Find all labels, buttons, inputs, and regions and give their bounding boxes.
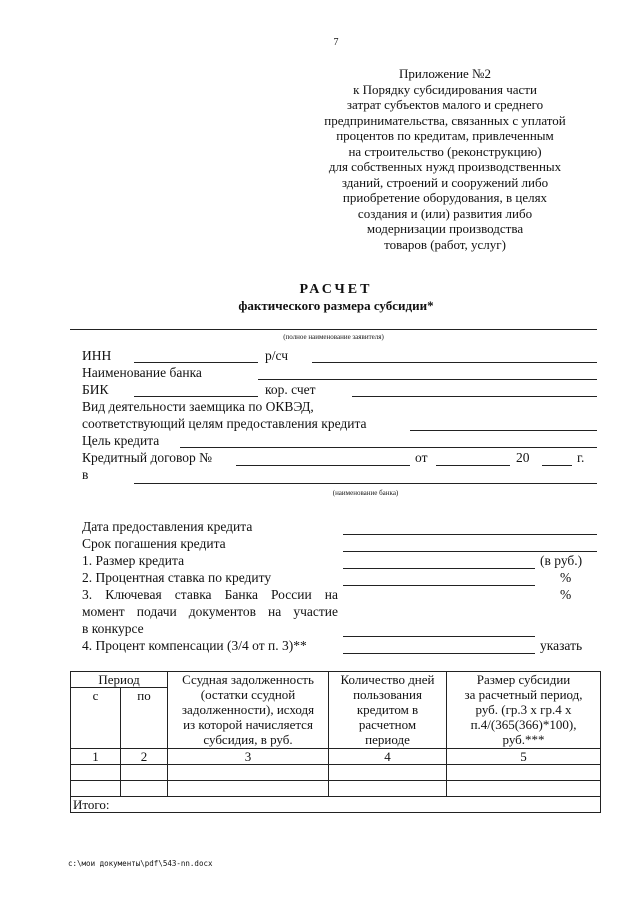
maturity-input-line[interactable] [343, 551, 597, 552]
interest-rate-input-line[interactable] [343, 585, 535, 586]
appendix-line: к Порядку субсидирования части [353, 81, 537, 97]
activity-label-continued: соответствующий целям предоставления кредита [82, 416, 367, 431]
compensation-label: 4. Процент компенсации (3/4 от п. 3)** [82, 638, 307, 653]
key-rate-unit: % [560, 587, 572, 602]
bank-name-input-line[interactable] [258, 379, 597, 380]
agreement-from-label: от [415, 450, 428, 465]
bik-label: БИК [82, 382, 109, 397]
bank-input-line[interactable] [134, 483, 597, 484]
period-to-header: по [121, 688, 168, 749]
appendix-line: Приложение №2 [399, 66, 491, 81]
appendix-line: для собственных нужд производственных [328, 159, 562, 174]
account-label: р/сч [265, 348, 289, 363]
column-number: 2 [121, 749, 168, 765]
compensation-unit: указать [540, 638, 583, 653]
agreement-year-prefix: 20 [516, 450, 530, 465]
table-cell[interactable] [71, 781, 121, 797]
table-cell[interactable] [329, 765, 447, 781]
corr-account-label: кор. счет [265, 382, 316, 397]
key-rate-input-line[interactable] [343, 636, 535, 637]
appendix-line: процентов по кредитам, привлеченным [336, 128, 554, 143]
agreement-date-input-line[interactable] [436, 465, 510, 466]
applicant-caption: (полное наименование заявителя) [283, 333, 384, 341]
subsidy-calculation-table [70, 671, 601, 813]
table-row[interactable] [71, 765, 601, 781]
column-number: 4 [329, 749, 447, 765]
interest-rate-unit: % [560, 570, 572, 585]
appendix-line: приобретение оборудования, в целях [342, 190, 548, 205]
subsidy-amount-header: Размер субсидии за расчетный период, руб. (гр.3 х гр.4 х п.4/(365(366)*100), руб.*** [447, 672, 601, 749]
bank-caption: (наименование банка) [332, 489, 399, 497]
appendix-line: на строительство (реконструкцию) [348, 143, 542, 159]
credit-agreement-label: Кредитный договор № [82, 450, 213, 465]
agreement-year-suffix: г. [577, 450, 585, 465]
compensation-input-line[interactable] [343, 653, 535, 654]
footer-file-path: c:\мои документы\pdf\543-nn.docx [68, 859, 213, 868]
bik-input-line[interactable] [134, 396, 258, 397]
appendix-line: создания и (или) развития либо [357, 205, 533, 221]
table-cell[interactable] [447, 781, 601, 797]
loan-debt-header: Ссудная задолженность (остатки ссудной задолженности), исходя из которой начисляется субсидия, в руб. [168, 672, 329, 749]
credit-amount-label: 1. Размер кредита [82, 553, 185, 568]
document-subtitle: фактического размера субсидии* [238, 298, 434, 313]
interest-rate-label: 2. Процентная ставка по кредиту [82, 570, 272, 585]
account-input-line[interactable] [312, 362, 597, 363]
page-number: 7 [333, 37, 339, 48]
activity-label: Вид деятельности заемщика по ОКВЭД, [82, 399, 314, 414]
total-row [71, 797, 601, 813]
table-cell[interactable] [71, 765, 121, 781]
bank-name-label: Наименование банка [82, 365, 202, 380]
key-rate-label-end: в конкурсе [82, 621, 144, 636]
table-cell[interactable] [121, 765, 168, 781]
key-rate-label: 3. Ключевая ставка Банка России на [82, 587, 338, 602]
table-cell[interactable] [121, 781, 168, 797]
document-title: РАСЧЕТ [299, 282, 373, 297]
column-number: 1 [71, 749, 121, 765]
appendix-line: затрат субъектов малого и среднего [346, 97, 544, 112]
total-label: Итого: [71, 797, 601, 813]
period-header: Период [71, 672, 168, 688]
table-row[interactable] [71, 781, 601, 797]
table-cell[interactable] [168, 781, 329, 797]
activity-input-line[interactable] [410, 430, 597, 431]
column-number: 3 [168, 749, 329, 765]
in-bank-label: в [82, 467, 89, 482]
period-from-header: с [71, 688, 121, 749]
appendix-line: модернизации производства [366, 221, 524, 236]
applicant-name-line[interactable] [70, 329, 597, 330]
agreement-year-input-line[interactable] [542, 465, 572, 466]
inn-input-line[interactable] [134, 362, 258, 363]
agreement-number-input-line[interactable] [236, 465, 410, 466]
credit-purpose-label: Цель кредита [82, 433, 160, 448]
appendix-line: товаров (работ, услуг) [384, 236, 506, 252]
credit-amount-unit: (в руб.) [540, 553, 583, 568]
days-header: Количество дней пользования кредитом в расчетном периоде [329, 672, 447, 749]
inn-label: ИНН [82, 348, 112, 363]
maturity-label: Срок погашения кредита [82, 536, 226, 551]
issue-date-input-line[interactable] [343, 534, 597, 535]
appendix-header [300, 66, 590, 252]
issue-date-label: Дата предоставления кредита [82, 519, 253, 534]
key-rate-label-continued: момент подачи документов на участие [82, 604, 338, 619]
column-number-row [71, 749, 601, 765]
credit-amount-input-line[interactable] [343, 568, 535, 569]
table-cell[interactable] [447, 765, 601, 781]
table-cell[interactable] [329, 781, 447, 797]
appendix-line: предпринимательства, связанных с уплатой [324, 112, 566, 128]
table-cell[interactable] [168, 765, 329, 781]
appendix-line: зданий, строений и сооружений либо [341, 174, 549, 190]
corr-account-input-line[interactable] [352, 396, 597, 397]
credit-purpose-input-line[interactable] [180, 447, 597, 448]
column-number: 5 [447, 749, 601, 765]
